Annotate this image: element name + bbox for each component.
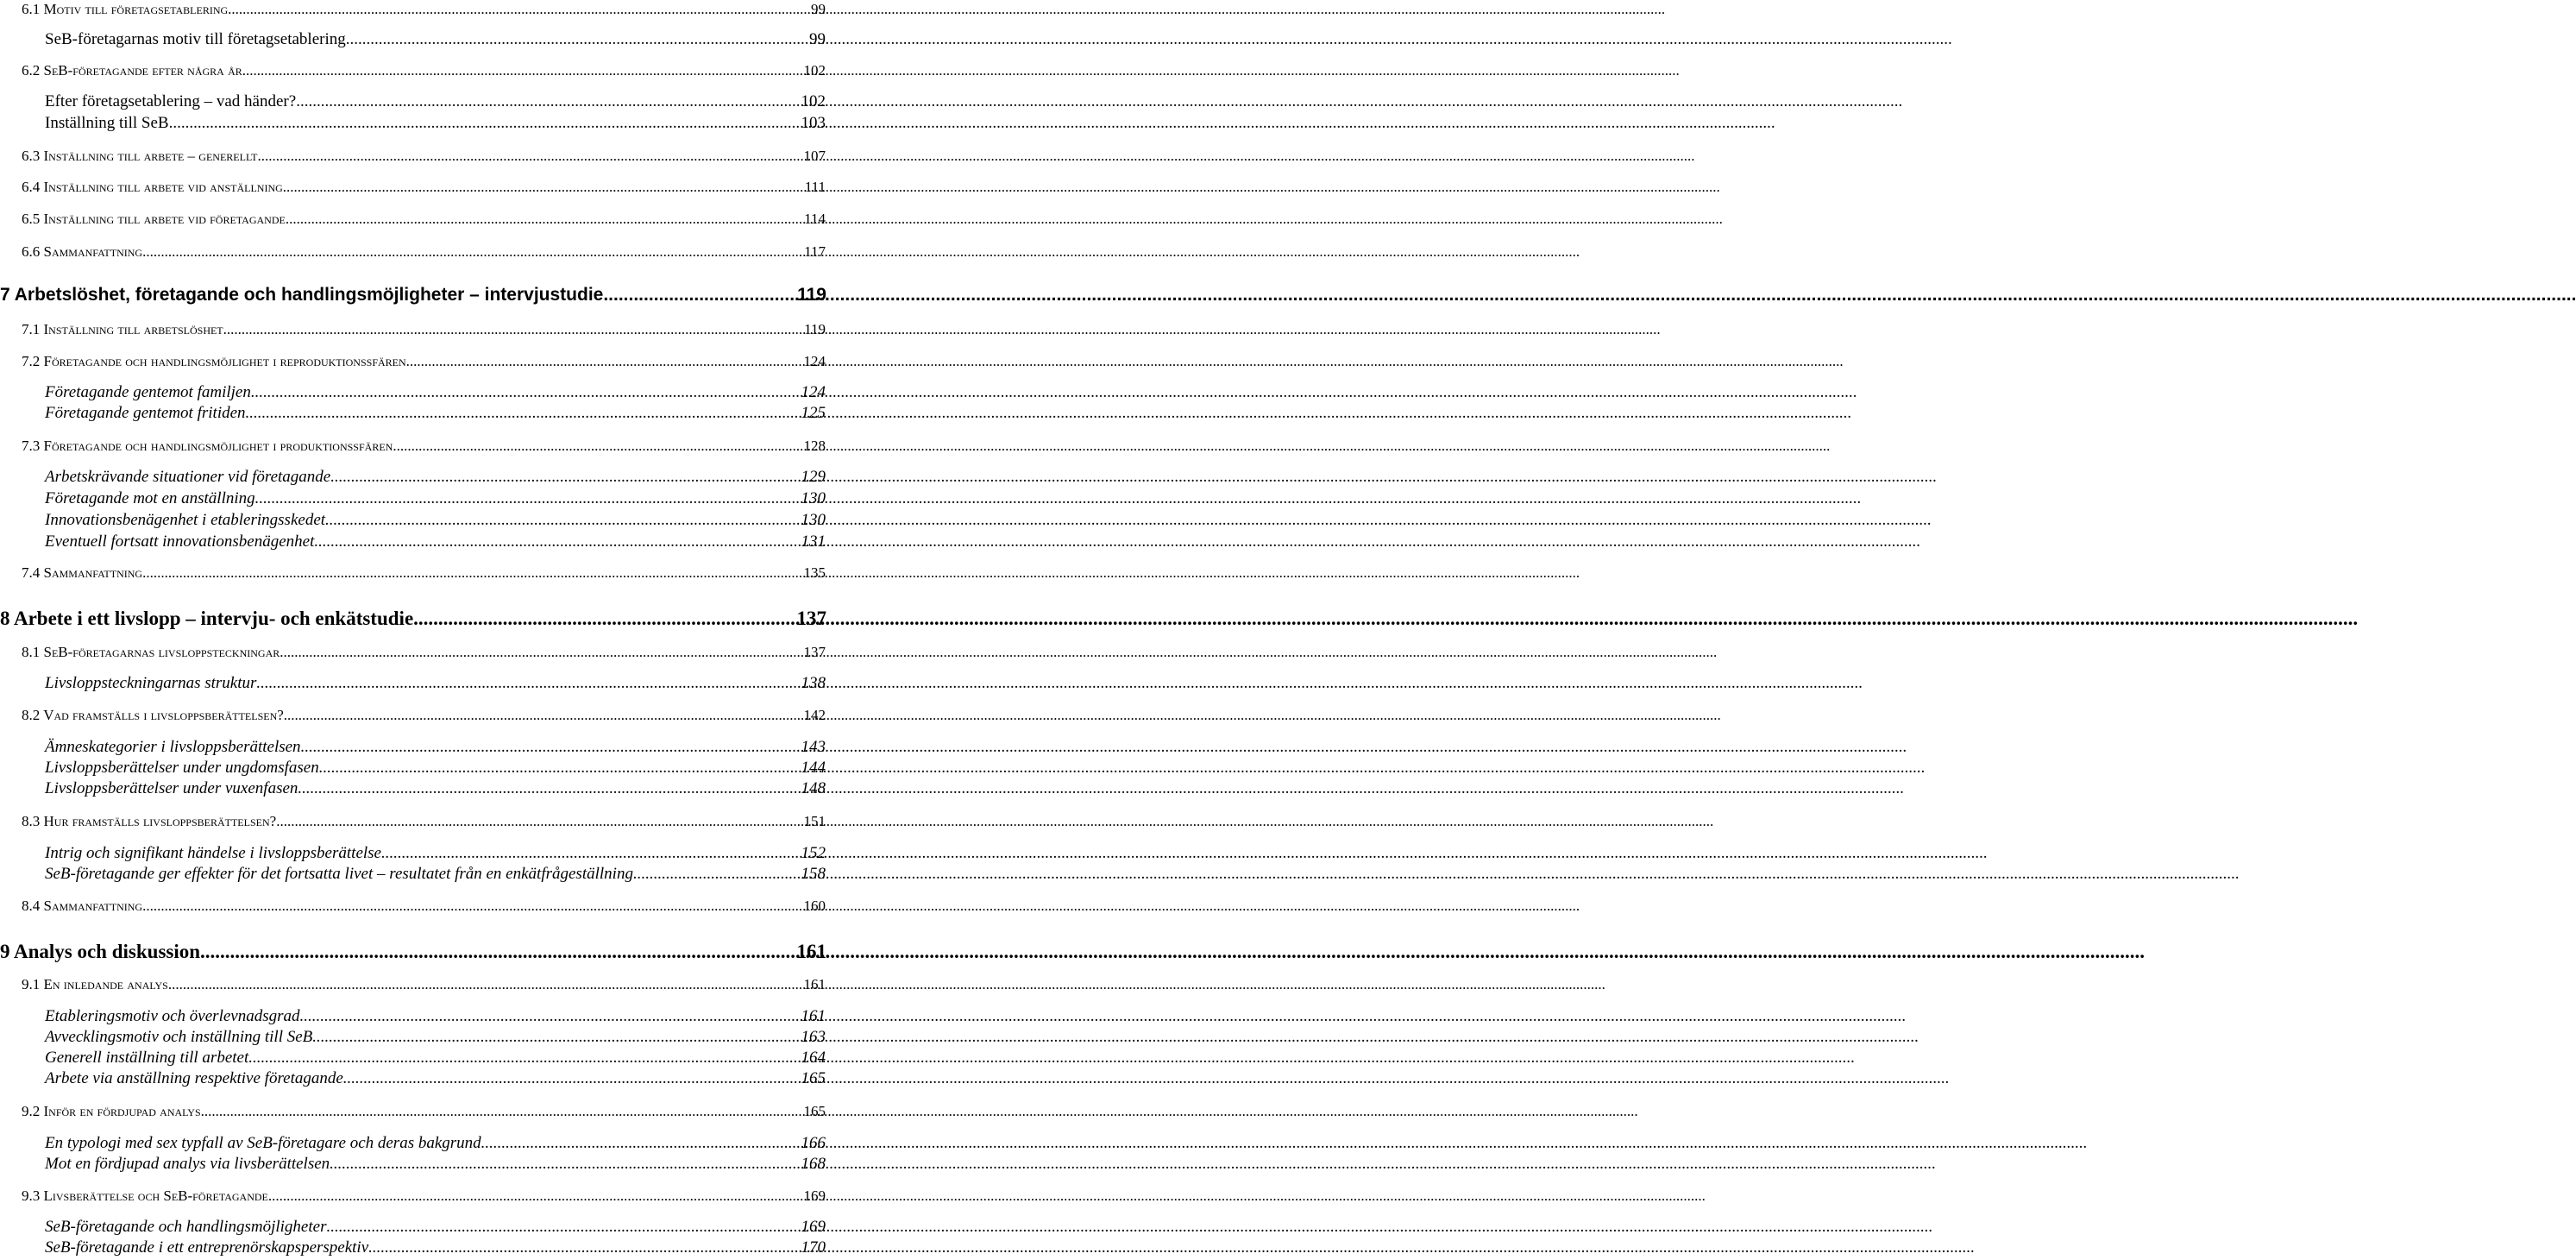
toc-entry-subsection[interactable] (0, 1238, 828, 1257)
toc-leader-dots (326, 1218, 800, 1237)
toc-leader-dots (330, 468, 800, 487)
toc-entry-section[interactable] (0, 644, 828, 661)
toc-leader-dots (413, 608, 795, 630)
toc-entry-section[interactable] (0, 1103, 828, 1120)
toc-entry-title: 7.2 Företagande och handlingsmöjlighet i reproduktionssfären (22, 353, 406, 369)
toc-entry-title: 8.2 Vad framställs i livsloppsberättelsen? (22, 707, 284, 723)
toc-entry-title: 9 Analys och diskussion (0, 941, 201, 962)
toc-leader-dots (301, 738, 801, 757)
toc-leader-dots (300, 1007, 801, 1026)
toc-leader-dots (258, 148, 803, 165)
toc-entry-title: Företagande gentemot fritiden (45, 404, 246, 422)
toc-entry-subsection[interactable] (0, 404, 828, 423)
toc-entry-title: Mot en fördjupad analys via livsberättelsen (45, 1155, 330, 1173)
toc-entry-chapter[interactable] (0, 608, 828, 630)
toc-entry-page: 130 (801, 489, 826, 507)
toc-entry-section[interactable] (0, 179, 828, 196)
toc-leader-dots (633, 865, 801, 884)
toc-entry-chapter[interactable] (0, 285, 828, 306)
toc-entry-subsection[interactable] (0, 1218, 828, 1237)
toc-entry-title: Livsloppsberättelser under ungdomsfasen (45, 759, 319, 777)
toc-entry-subsection[interactable] (0, 674, 828, 693)
toc-leader-dots (280, 644, 802, 661)
toc-entry-section[interactable] (0, 438, 828, 455)
toc-leader-dots (142, 564, 802, 582)
toc-leader-dots (255, 489, 801, 508)
toc-leader-dots (381, 844, 801, 863)
toc-entry-title: Eventuell fortsatt innovationsbenägenhet (45, 532, 315, 551)
toc-entry-section[interactable] (0, 564, 828, 582)
toc-leader-dots (168, 976, 803, 993)
toc-leader-dots (242, 62, 803, 79)
toc-entry-title: Inställning till SeB (45, 114, 169, 132)
toc-entry-section[interactable] (0, 62, 828, 79)
toc-entry-page: 128 (803, 438, 826, 454)
toc-entry-subsection[interactable] (0, 1007, 828, 1026)
toc-entry-subsection[interactable] (0, 759, 828, 778)
toc-entry-page: 137 (803, 644, 826, 660)
toc-entry-title: Ämneskategorier i livsloppsberättelsen (45, 738, 301, 756)
toc-entry-chapter[interactable] (0, 941, 828, 963)
toc-entry-page: 129 (801, 468, 826, 486)
toc-entry-title: 8.1 SeB-företagarnas livsloppsteckningar (22, 644, 280, 660)
toc-leader-dots (319, 759, 801, 778)
toc-entry-page: 99 (811, 1, 826, 17)
toc-entry-title: Avvecklingsmotiv och inställning till SeB (45, 1028, 313, 1046)
toc-entry-subsection[interactable] (0, 383, 828, 402)
toc-entry-page: 166 (801, 1134, 826, 1152)
toc-leader-dots (142, 898, 802, 915)
toc-entry-subsection[interactable] (0, 92, 828, 111)
toc-entry-subsection[interactable] (0, 738, 828, 757)
toc-entry-title: 8 Arbete i ett livslopp – intervju- och enkätstudie (0, 608, 414, 629)
toc-entry-title: Livsloppsberättelser under vuxenfasen (45, 779, 298, 797)
toc-entry-subsection[interactable] (0, 1069, 828, 1088)
toc-entry-page: 124 (803, 353, 826, 369)
toc-entry-page: 111 (804, 179, 826, 195)
toc-entry-title: 6.1 Motiv till företagsetablering (22, 1, 229, 17)
toc-entry-page: 107 (803, 148, 826, 164)
toc-entry-title: 6.3 Inställning till arbete – generellt (22, 148, 258, 164)
toc-entry-title: 7.3 Företagande och handlingsmöjlighet i produktionssfären (22, 438, 393, 454)
toc-entry-title: SeB-företagande ger effekter för det fortsatta livet – resultatet från en enkätfrågeställning (45, 865, 633, 883)
toc-entry-page: 102 (803, 62, 826, 79)
toc-entry-title: 6.2 SeB-företagande efter några år (22, 62, 242, 79)
toc-entry-page: 164 (801, 1049, 826, 1067)
toc-leader-dots (268, 1188, 803, 1205)
toc-leader-dots (283, 179, 804, 196)
toc-entry-title: 9.1 En inledande analys (22, 976, 168, 992)
toc-entry-title: Arbete via anställning respektive företagande (45, 1069, 343, 1087)
toc-leader-dots (251, 383, 801, 402)
toc-entry-subsection[interactable] (0, 114, 828, 133)
toc-leader-dots (368, 1238, 800, 1257)
toc-entry-section[interactable] (0, 813, 828, 830)
toc-entry-page: 119 (797, 285, 826, 305)
toc-leader-dots (325, 511, 800, 530)
toc-entry-subsection[interactable] (0, 779, 828, 798)
toc-entry-page: 161 (803, 976, 826, 992)
toc-entry-page: 151 (803, 813, 826, 829)
toc-leader-dots (481, 1134, 801, 1153)
toc-leader-dots (142, 243, 803, 261)
toc-entry-title: Etableringsmotiv och överlevnadsgrad (45, 1007, 300, 1025)
toc-entry-page: 161 (796, 941, 826, 962)
toc-entry-title: Intrig och signifikant händelse i livsloppsberättelse (45, 844, 381, 862)
toc-leader-dots (603, 285, 796, 306)
toc-entry-title: 8.3 Hur framställs livsloppsberättelsen? (22, 813, 277, 829)
toc-entry-page: 152 (801, 844, 826, 862)
toc-leader-dots (248, 1049, 800, 1068)
toc-entry-page: 131 (801, 532, 826, 551)
toc-leader-dots (393, 438, 802, 455)
toc-leader-dots (223, 321, 803, 338)
toc-entry-page: 148 (801, 779, 826, 797)
toc-entry-subsection[interactable] (0, 489, 828, 508)
toc-entry-title: 7.1 Inställning till arbetslöshet (22, 321, 223, 337)
toc-entry-page: 165 (801, 1069, 826, 1087)
toc-entry-title: SeB-företagarnas motiv till företagsetablering (45, 30, 346, 48)
toc-entry-page: 124 (801, 383, 826, 401)
toc-leader-dots (343, 1069, 801, 1088)
toc-leader-dots (286, 211, 803, 228)
toc-entry-title: Generell inställning till arbetet (45, 1049, 249, 1067)
toc-leader-dots (246, 404, 801, 423)
toc-entry-page: 169 (803, 1188, 826, 1204)
toc-entry-page: 169 (801, 1218, 826, 1236)
toc-entry-page: 158 (801, 865, 826, 883)
toc-entry-subsection[interactable] (0, 844, 828, 863)
toc-entry-section[interactable] (0, 243, 828, 261)
toc-leader-dots (346, 30, 808, 49)
toc-entry-title: SeB-företagande och handlingsmöjligheter (45, 1218, 327, 1236)
toc-entry-title: 7 Arbetslöshet, företagande och handlingsmöjligheter – intervjustudie (0, 285, 604, 305)
toc-entry-page: 160 (803, 898, 826, 914)
toc-entry-subsection[interactable] (0, 511, 828, 530)
toc-entry-page: 144 (801, 759, 826, 777)
toc-entry-page: 135 (803, 564, 826, 581)
toc-entry-subsection[interactable] (0, 1049, 828, 1068)
toc-leader-dots (228, 1, 810, 18)
toc-entry-section[interactable] (0, 353, 828, 370)
toc-entry-subsection[interactable] (0, 532, 828, 551)
toc-entry-subsection[interactable] (0, 1028, 828, 1047)
toc-leader-dots (276, 813, 802, 830)
toc-entry-page: 130 (801, 511, 826, 529)
toc-entry-title: Innovationsbenägenhet i etableringsskedet (45, 511, 326, 529)
toc-entry-title: 9.3 Livsberättelse och SeB-företagande (22, 1188, 268, 1204)
table-of-contents (0, 0, 828, 1260)
toc-entry-page: 117 (804, 243, 826, 260)
toc-leader-dots (298, 779, 800, 798)
toc-entry-page: 102 (801, 92, 826, 110)
toc-entry-page: 142 (803, 707, 826, 723)
toc-entry-page: 119 (804, 321, 826, 337)
toc-entry-title: 6.5 Inställning till arbete vid företagande (22, 211, 286, 227)
toc-entry-page: 163 (801, 1028, 826, 1046)
toc-entry-page: 170 (801, 1238, 826, 1257)
toc-entry-page: 143 (801, 738, 826, 756)
toc-entry-section[interactable] (0, 1188, 828, 1205)
toc-entry-title: 6.6 Sammanfattning (22, 243, 143, 260)
toc-leader-dots (169, 114, 801, 133)
toc-leader-dots (201, 1103, 803, 1120)
toc-entry-page: 165 (803, 1103, 826, 1119)
toc-entry-section[interactable] (0, 898, 828, 915)
toc-entry-title: Efter företagsetablering – vad händer? (45, 92, 297, 110)
toc-entry-subsection[interactable] (0, 865, 828, 884)
toc-entry-page: 103 (801, 114, 826, 132)
toc-entry-section[interactable] (0, 211, 828, 228)
toc-entry-subsection[interactable] (0, 30, 828, 49)
toc-entry-title: Företagande gentemot familjen (45, 383, 251, 401)
toc-entry-page: 137 (796, 608, 826, 629)
toc-leader-dots (200, 941, 795, 963)
toc-entry-page: 161 (801, 1007, 826, 1025)
toc-entry-section[interactable] (0, 148, 828, 165)
toc-leader-dots (256, 674, 800, 693)
toc-entry-subsection[interactable] (0, 468, 828, 487)
toc-entry-page: 114 (804, 211, 826, 227)
toc-entry-title: 8.4 Sammanfattning (22, 898, 143, 914)
toc-leader-dots (296, 92, 800, 111)
toc-entry-page: 168 (801, 1155, 826, 1173)
toc-entry-title: SeB-företagande i ett entreprenörskapsperspektiv (45, 1238, 369, 1257)
toc-entry-subsection[interactable] (0, 1155, 828, 1174)
toc-entry-title: Företagande mot en anställning (45, 489, 255, 507)
toc-leader-dots (314, 532, 800, 551)
toc-entry-title: Arbetskrävande situationer vid företagande (45, 468, 331, 486)
toc-entry-title: En typologi med sex typfall av SeB-företagare och deras bakgrund (45, 1134, 481, 1152)
toc-entry-page: 99 (809, 30, 826, 48)
toc-leader-dots (406, 353, 803, 370)
toc-entry-title: 7.4 Sammanfattning (22, 564, 143, 581)
toc-entry-subsection[interactable] (0, 1134, 828, 1153)
toc-entry-title: 6.4 Inställning till arbete vid anställning (22, 179, 283, 195)
toc-leader-dots (284, 707, 803, 724)
toc-entry-title: 9.2 Inför en fördjupad analys (22, 1103, 201, 1119)
toc-entry-page: 138 (801, 674, 826, 692)
toc-entry-page: 125 (801, 404, 826, 422)
toc-entry-section[interactable] (0, 1, 828, 18)
toc-leader-dots (312, 1028, 800, 1047)
toc-entry-title: Livsloppsteckningarnas struktur (45, 674, 257, 692)
toc-entry-section[interactable] (0, 976, 828, 993)
toc-entry-section[interactable] (0, 321, 828, 338)
toc-entry-section[interactable] (0, 707, 828, 724)
toc-leader-dots (330, 1155, 800, 1174)
